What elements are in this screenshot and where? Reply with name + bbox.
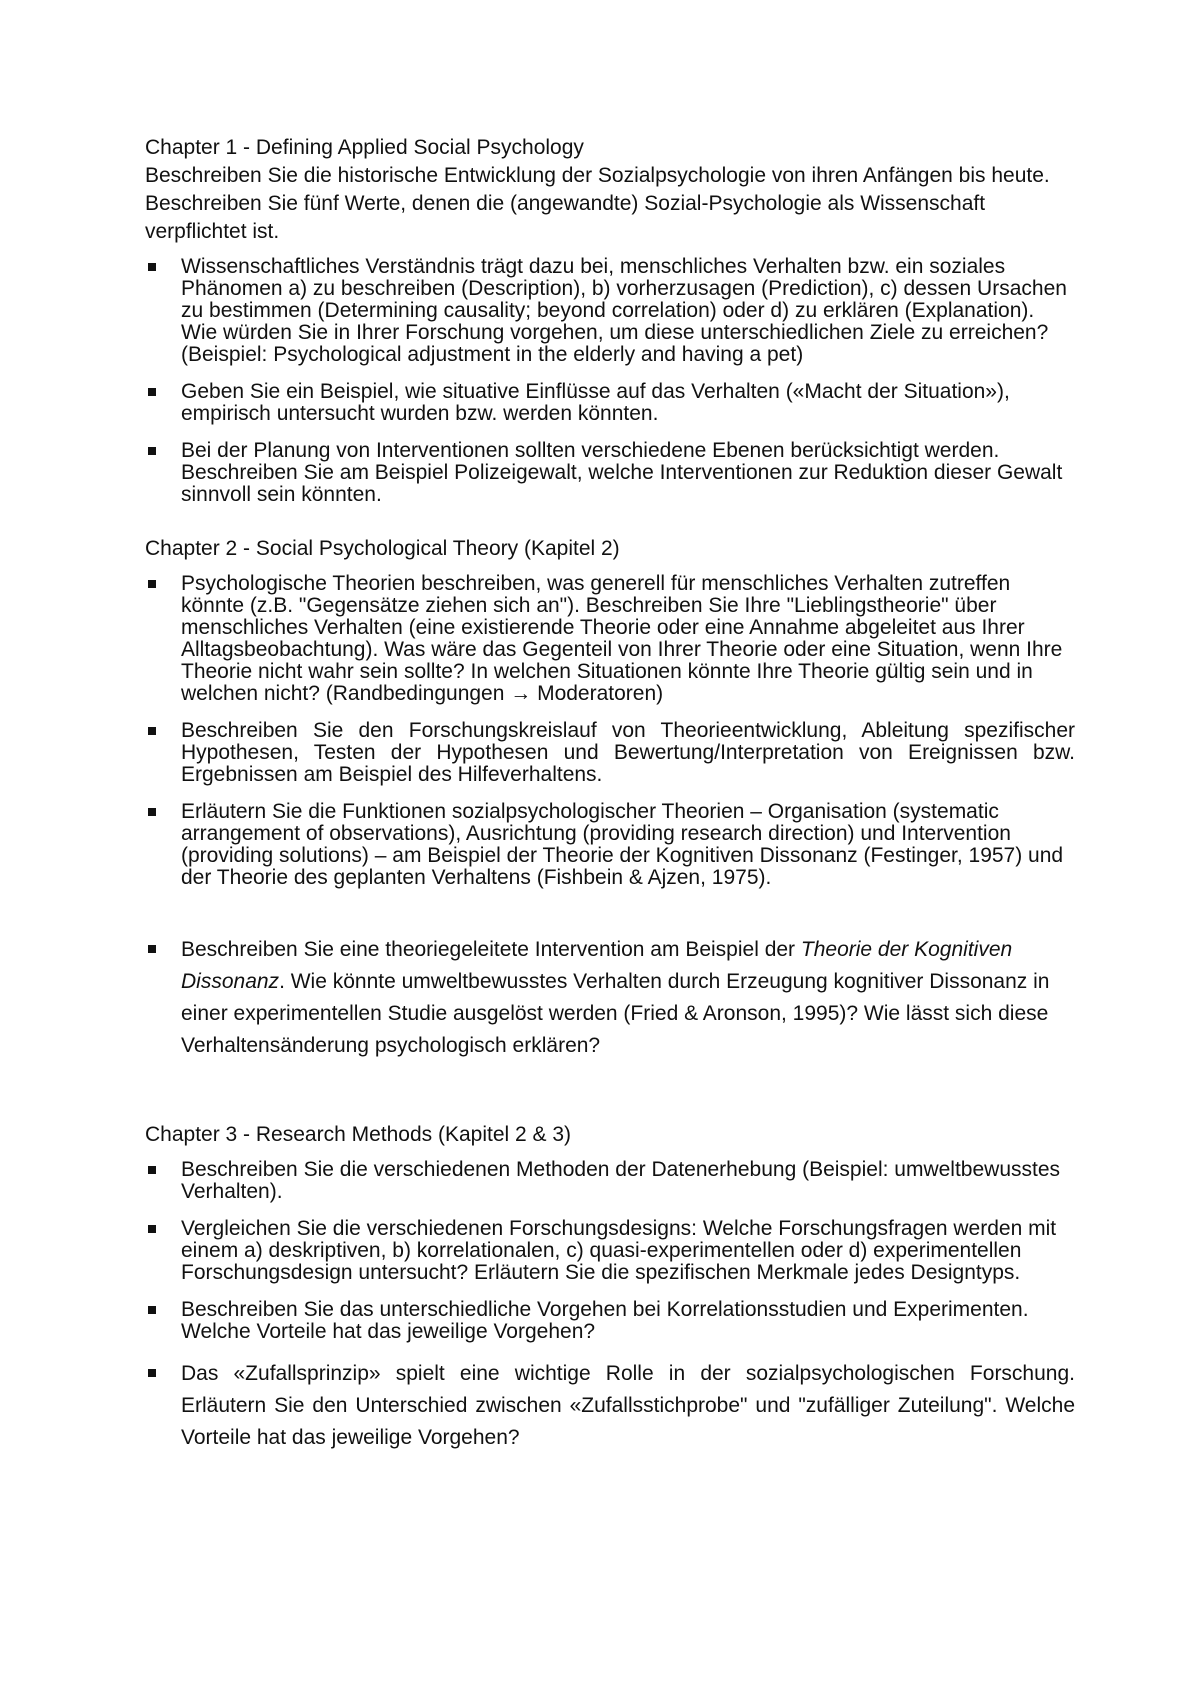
list-item-text-italic: Theorie der Kognitiven Dissonanz [181, 938, 1013, 993]
bullet-square-icon [148, 447, 156, 455]
list-item [145, 256, 1075, 366]
bullet-square-icon [148, 1369, 156, 1377]
list-item-text: Bei der Planung von Interventionen sollten verschiedene Ebenen berücksichtigt werden. Beschreiben Sie am Beispiel Polizeigewalt, welche Interventionen zur Reduktion dieser Gewalt sinnvoll sein könnten. [181, 439, 1063, 506]
list-item [145, 1159, 1075, 1203]
list-item-text: Das «Zufallsprinzip» spielt eine wichtige Rolle in der sozialpsychologischen Forschung. Erläutern Sie den Unterschied zwischen «Zufallsstichprobe" und "zufälliger Zuteilung". Welche Vorteile hat das jeweilige Vorgehen? [181, 1362, 1075, 1449]
list-item [145, 1218, 1075, 1284]
list-item [145, 381, 1075, 425]
list-item-text: Beschreiben Sie den Forschungskreislauf von Theorieentwicklung, Ableitung spezifischer Hypothesen, Testen der Hypothesen und Bewertung/Interpretation von Ereignissen bzw. Ergebnissen am Beispiel des Hilfeverhaltens. [181, 719, 1075, 786]
bullet-square-icon [148, 263, 156, 271]
chapter-1-title: Chapter 1 - Defining Applied Social Psychology [145, 136, 584, 159]
list-item-text: Erläutern Sie die Funktionen sozialpsychologischer Theorien – Organisation (systematic arrangement of observations), Ausrichtung (providing research direction) und Intervention (providing solutions) – am Beispiel der Theorie der Kognitiven Dissonanz (Festinger, 1957) und der Theorie des geplanten Verhaltens (Fishbein & Ajzen, 1975). [181, 800, 1064, 889]
bullet-square-icon [148, 1225, 156, 1233]
chapter-2-intervention-list [145, 934, 1075, 1062]
chapter-1-intro-2: Beschreiben Sie fünf Werte, denen die (angewandte) Sozial-Psychologie als Wissenschaft verpflichtet ist. [145, 192, 986, 243]
chapter-2-question-list [145, 573, 1075, 889]
chapter-3-title: Chapter 3 - Research Methods (Kapitel 2 & 3) [145, 1123, 572, 1146]
chapter-2-title: Chapter 2 - Social Psychological Theory (Kapitel 2) [145, 537, 620, 560]
list-item-text-after: . Wie könnte umweltbewusstes Verhalten durch Erzeugung kognitiver Dissonanz in einer experimentellen Studie ausgelöst werden (Fried & Aronson, 1995)? Wie lässt sich diese Verhaltensänderung psychologisch erklären? [181, 970, 1050, 1057]
list-item [145, 1358, 1075, 1454]
list-item-text: Geben Sie ein Beispiel, wie situative Einflüsse auf das Verhalten («Macht der Situation»), empirisch untersucht wurden bzw. werden könnten. [181, 380, 1010, 425]
bullet-square-icon [148, 727, 156, 735]
chapter-3-question-list [145, 1159, 1075, 1454]
bullet-square-icon [148, 388, 156, 396]
list-item-text: Psychologische Theorien beschreiben, was generell für menschliches Verhalten zutreffen könnte (z.B. "Gegensätze ziehen sich an"). Beschreiben Sie Ihre "Lieblingstheorie" über menschliches Verhalten (eine existierende Theorie oder eine Annahme abgeleitet aus Ihrer Alltagsbeobachtung). Was wäre das Gegenteil von Ihrer Theorie oder eine Situation, wenn Ihre Theorie nicht wahr sein sollte? In welchen Situationen könnte Ihre Theorie gültig sein und in welchen nicht? (Randbedingungen → Moderatoren) [181, 572, 1063, 705]
list-item-text: Beschreiben Sie die verschiedenen Methoden der Datenerhebung (Beispiel: umweltbewusstes Verhalten). [181, 1158, 1061, 1203]
bullet-square-icon [148, 1306, 156, 1314]
list-item [145, 720, 1075, 786]
chapter-1-intro-1: Beschreiben Sie die historische Entwicklung der Sozialpsychologie von ihren Anfängen bis heute. [145, 164, 1050, 187]
document-page [145, 134, 1075, 1469]
list-item [145, 1299, 1075, 1343]
bullet-square-icon [148, 580, 156, 588]
list-item [145, 573, 1075, 705]
list-item-text: Vergleichen Sie die verschiedenen Forschungsdesigns: Welche Forschungsfragen werden mit einem a) deskriptiven, b) korrelationalen, c) quasi-experimentellen oder d) experimentellen Forschungsdesign untersucht? Erläutern Sie die spezifischen Merkmale jedes Designtyps. [181, 1217, 1057, 1284]
bullet-square-icon [148, 945, 156, 953]
list-item [145, 440, 1075, 506]
bullet-square-icon [148, 1166, 156, 1174]
list-item-text: Beschreiben Sie das unterschiedliche Vorgehen bei Korrelationsstudien und Experimenten. Welche Vorteile hat das jeweilige Vorgehen? [181, 1298, 1029, 1343]
list-item [145, 934, 1075, 1062]
list-item [145, 801, 1075, 889]
chapter-1-question-list [145, 256, 1075, 506]
list-item-text-before: Beschreiben Sie eine theoriegeleitete Intervention am Beispiel der [181, 938, 801, 961]
bullet-square-icon [148, 808, 156, 816]
list-item-text: Wissenschaftliches Verständnis trägt dazu bei, menschliches Verhalten bzw. ein soziales Phänomen a) zu beschreiben (Description), b) vorherzusagen (Prediction), c) dessen Ursachen zu bestimmen (Determining causality; beyond correlation) oder d) zu erklären (Explanation). Wie würden Sie in Ihrer Forschung vorgehen, um diese unterschiedlichen Ziele zu erreichen? (Beispiel: Psychological adjustment in the elderly and having a pet) [181, 255, 1067, 366]
